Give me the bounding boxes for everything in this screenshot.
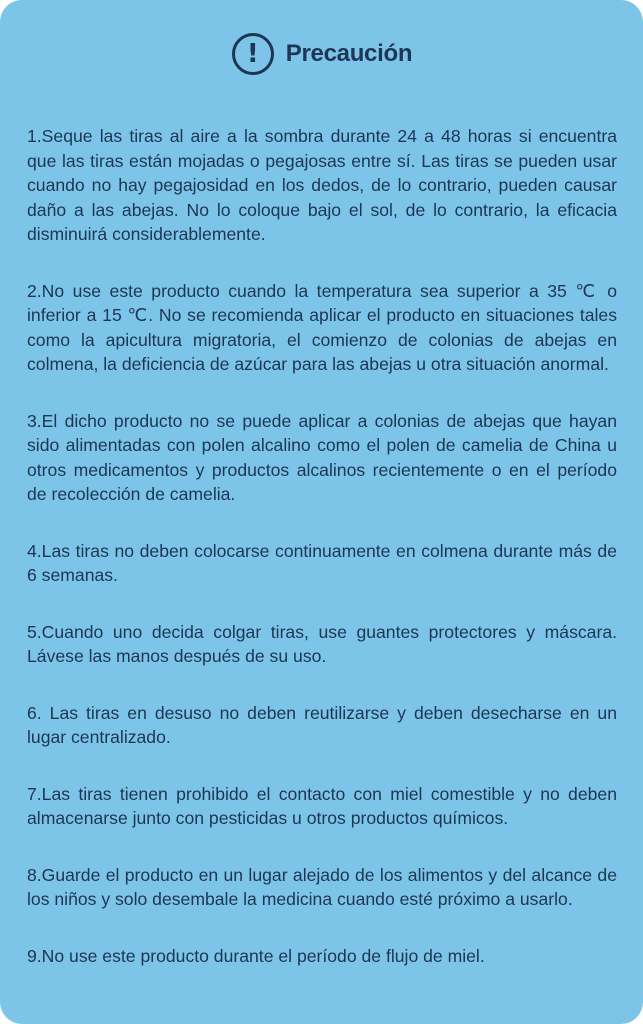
card-header <box>27 30 617 78</box>
exclamation-circle-icon: ! <box>232 33 274 75</box>
precaution-item-4: 4.Las tiras no deben colocarse continuamente en colmena durante más de 6 semanas. <box>27 540 617 585</box>
precaution-item-7: 7.Las tiras tienen prohibido el contacto con miel comestible y no deben almacenarse junto con pesticidas u otros productos químicos. <box>27 783 617 828</box>
precaution-list <box>27 124 617 968</box>
precaution-item-6: 6. Las tiras en desuso no deben reutilizarse y deben desecharse en un lugar centralizado. <box>27 702 617 747</box>
precaution-item-2: 2.No use este producto cuando la temperatura sea superior a 35 ℃ o inferior a 15 ℃. No se recomienda aplicar el producto en situaciones tales como la apicultura migratoria, el comienzo de colonias de abejas en colmena, la deficiencia de azúcar para las abejas u otra situación anormal. <box>27 280 617 374</box>
precaution-item-5: 5.Cuando uno decida colgar tiras, use guantes protectores y máscara. Lávese las manos después de su uso. <box>27 621 617 666</box>
precaution-item-9: 9.No use este producto durante el período de flujo de miel. <box>27 945 485 966</box>
card-title: Precaución <box>285 40 413 67</box>
precaution-item-1: 1.Seque las tiras al aire a la sombra durante 24 a 48 horas si encuentra que las tiras están mojadas o pegajosas entre sí. Las tiras se pueden usar cuando no hay pegajosidad en los dedos, de lo contrario, pueden causar daño a las abejas. No lo coloque bajo el sol, de lo contrario, la eficacia disminuirá considerablemente. <box>27 126 617 244</box>
precaution-item-8: 8.Guarde el producto en un lugar alejado de los alimentos y del alcance de los niños y solo desembale la medicina cuando esté próximo a usarlo. <box>27 864 617 909</box>
precaution-item-3: 3.El dicho producto no se puede aplicar a colonias de abejas que hayan sido alimentadas con polen alcalino como el polen de camelia de China u otros medicamentos y productos alcalinos recientemente o en el período de recolección de camelia. <box>27 410 617 504</box>
